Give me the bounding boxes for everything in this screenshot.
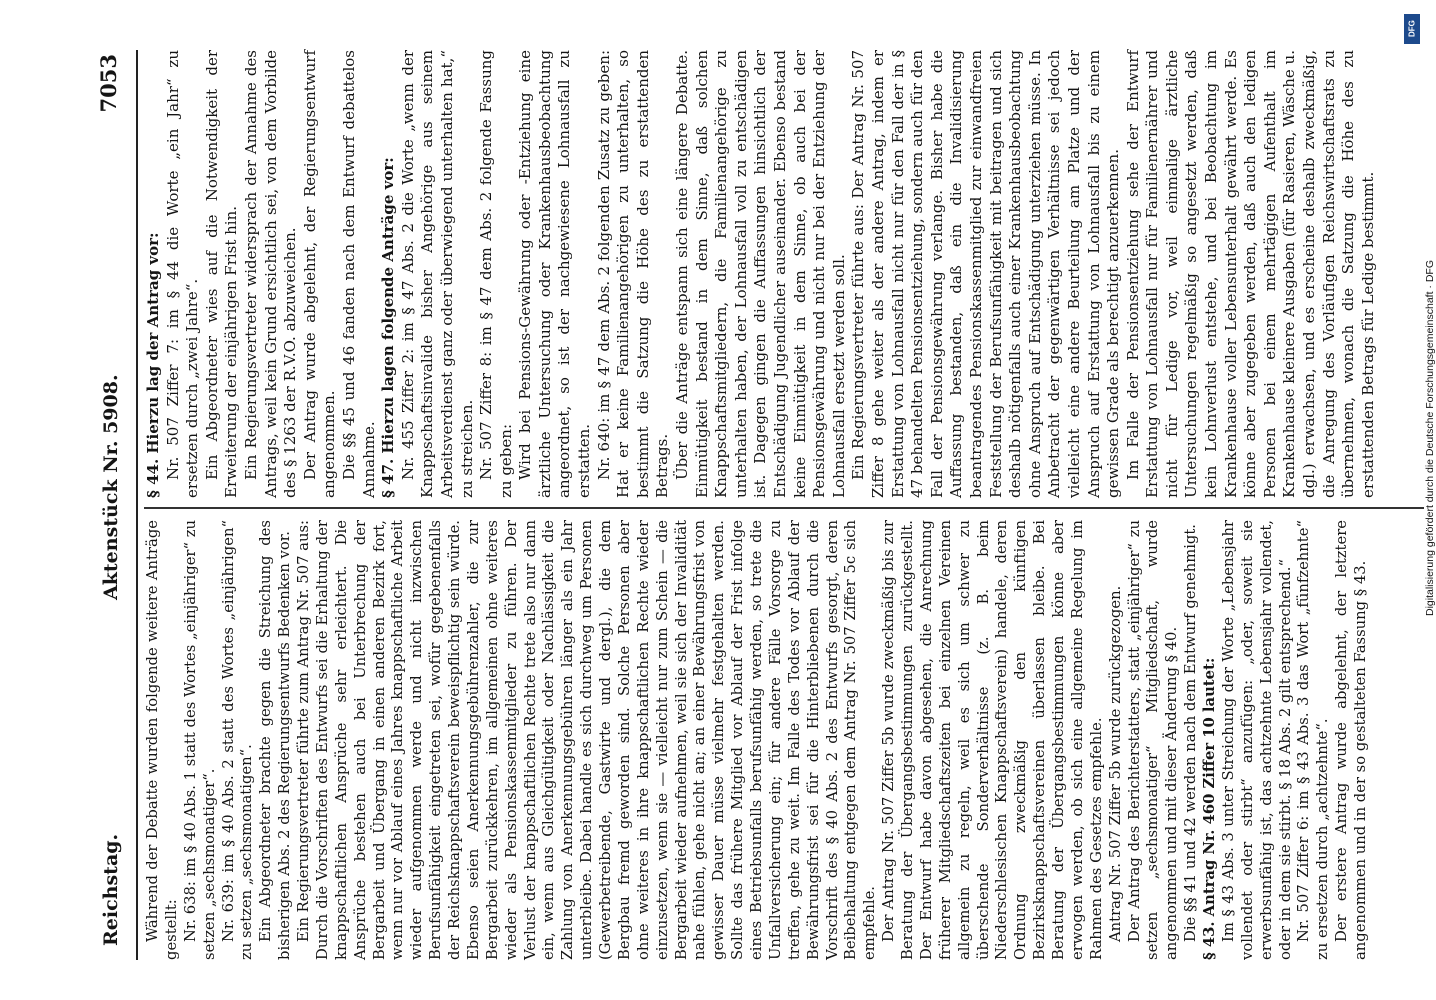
header-left-title: Reichstag. bbox=[100, 833, 122, 946]
paragraph: Nr. 507 Ziffer 7: im § 44 die Worte „ein Jahr“ zu ersetzen durch „zwei Jahre“. bbox=[163, 50, 202, 498]
paragraph: Nr. 638: im § 40 Abs. 1 statt des Wortes „einjähriger“ zu setzen „sechsmonatiger“. bbox=[181, 520, 218, 960]
paragraph: Wird bei Pensions-Gewährung oder -Entziehung eine ärztliche Untersuchung oder Krankenhausbeobachtung angeordnet, so ist der nachgewiesene Lohnausfall zu erstatten. bbox=[516, 50, 594, 498]
paragraph: Ein Regierungsvertreter führte aus: Der Antrag Nr. 507 Ziffer 8 gehe weiter als der andere Antrag, indem er Erstattung von Lohnausfall nicht nur für den Fall der in § 47 behandelten Pensionsentziehung, sondern auch für den Fall der Pensionsgewährung verlange. Bisher habe die Auffassung bestanden, daß ein die Invalidisierung beantragendes Pensionskassenmitglied zur einwandfreien Feststellung der Berufsunfähigkeit mit beitragen und sich deshalb nötigenfalls auch einer Krankenhausbeobachtung ohne Anspruch auf Entschädigung unterziehen müsse. In Anbetracht der gegenwärtigen Verhältnisse sei jedoch vielleicht eine andere Beurteilung am Platze und der Anspruch auf Erstattung von Lohnausfall bis zu einem gewissen Grade als berechtigt anzuerkennen. bbox=[849, 50, 1123, 498]
section-heading: § 47. Hierzu lagen folgende Anträge vor: bbox=[379, 157, 398, 498]
page-number: 7053 bbox=[96, 54, 121, 113]
paragraph: Nr. 507 Ziffer 8: im § 47 dem Abs. 2 folgende Fassung zu geben: bbox=[477, 50, 515, 498]
paragraph: Die §§ 45 und 46 fanden nach dem Entwurf debattelos Annahme. bbox=[339, 50, 378, 498]
document-page bbox=[92, 50, 1432, 960]
header-document-title: Aktenstück Nr. 5908. bbox=[100, 374, 122, 600]
paragraph: Der Antrag Nr. 507 Ziffer 5b wurde zweckmäßig bis zur Beratung der Übergangsbestimmungen zurückgestellt. Der Entwurf habe davon abgesehen, die Anrechnung früherer Mitgliedschaftszeiten bei einzelnen Vereinen allgemein zu regeln, weil es sich um schwer zu überschende Sonderverhältnisse (z. B. beim Niederschlesischen Knappschaftsverein) handele, deren Ordnung zweckmäßig den künftigen Bezirksknappschaftsvereinen überlassen bleibe. Bei Beratung der Übergangsbestimmungen könne aber erwogen werden, ob sich eine allgemeine Regelung im Rahmen des Gesetzes empfehle. bbox=[880, 520, 1105, 960]
section-heading: § 44. Hierzu lag der Antrag vor: bbox=[144, 232, 162, 498]
page-header bbox=[92, 50, 136, 960]
paragraph: Nr. 639: im § 40 Abs. 2 statt des Wortes „einjährigen“ zu setzen „sechsmonatigen“. bbox=[219, 520, 256, 960]
paragraph: Im § 43 Abs. 3 unter Streichung der Worte „Lebensjahr vollendet oder stirbt“ anzufügen: „oder, soweit sie erwerbsunfähig ist, das achtzehnte Lebensjahr vollendet, oder in dem sie stirbt. § 18 Abs. 2 gilt entsprechend.“ bbox=[1219, 520, 1294, 960]
column-divider bbox=[144, 508, 1424, 510]
digitization-credit bbox=[1398, 6, 1434, 1000]
paragraph: Im Falle der Pensionsentziehung sehe der Entwurf Erstattung von Lohnausfall nur für Familienernährer und nicht für Ledige vor, weil einmalige ärztliche Untersuchungen regelmäßig so angesetzt werden, daß kein Lohnverlust entstehe, und bei Beobachtung im Krankenhause voller Lebensunterhalt gewährt werde. Es könne aber zugegeben werden, daß auch den ledigen Personen bei einem mehrtägigen Aufenthalt im Krankenhause kleinere Ausgaben (für Rasieren, Wäsche u. dgl.) erwachsen, und es erscheine deshalb zweckmäßig, die Anregung des Vorläufigen Reichswirtschaftsrats zu übernehmen, wonach die Satzung die Höhe des zu erstattenden Betrags für Ledige bestimmt. bbox=[1123, 50, 1377, 498]
paragraph: Der Antrag des Berichterstatters, statt „einjähriger“ zu setzen „sechsmonatiger“ Mitgliedschaft, wurde angenommen und mit dieser Änderung § 40. bbox=[1125, 520, 1181, 960]
header-rule bbox=[136, 50, 138, 960]
paragraph: Ein Regierungsvertreter widersprach der Annahme des Antrags, weil kein Grund ersichtlich sei, von dem Vorbilde des § 1263 der R.V.O. abzuweichen. bbox=[241, 50, 300, 498]
dfg-logo: DFG bbox=[1404, 14, 1420, 44]
paragraph: Antrag Nr. 507 Ziffer 5b wurde zurückgezogen. bbox=[1106, 585, 1124, 942]
left-text-column bbox=[144, 520, 1371, 960]
paragraph: Über die Anträge entspann sich eine längere Debatte. Einmütigkeit bestand in dem Sinne, daß solchen Knappschaftsmitgliedern, die Familienangehörige zu unterhalten haben, der Lohnausfall voll zu entschädigen ist. Dagegen gingen die Auffassungen hinsichtlich der Entschädigung Jugendlicher auseinander. Ebenso bestand keine Einmütigkeit in dem Sinne, ob auch bei der Pensionsgewährung und nicht nur bei der Entziehung der Lohnausfall ersetzt werden soll. bbox=[673, 50, 848, 498]
paragraph: Ein Abgeordneter brachte gegen die Streichung des bisherigen Abs. 2 des Regierungsentwurfs Bedenken vor. bbox=[257, 520, 294, 960]
paragraph: Ein Abgeordneter wies auf die Notwendigkeit der Erweiterung der einjährigen Frist hin. bbox=[202, 50, 241, 498]
paragraph: Ein Regierungsvertreter führte zum Antrag Nr. 507 aus: Durch die Vorschriften des Entwurfs sei die Erhaltung der knappschaftlichen Ansprüche sehr erleichtert. Die Ansprüche bestehen auch bei Unterbrechung der Bergarbeit und Übergang in einen anderen Bezirk fort, wenn nur vor Ablauf eines Jahres knappschaftliche Arbeit wieder aufgenommen werde und nicht inzwischen Berufsunfähigkeit eingetreten sei, wofür gegebenenfalls der Reichsknappschaftsverein beweispflichtig sein würde. Ebenso seien Anerkennungsgebührenzahler, die zur Bergarbeit zurückkehren, im allgemeinen ohne weiteres wieder als Pensionskassenmitglieder zu führen. Der Verlust der knappschaftlichen Rechte trete also nur dann ein, wenn aus Gleichgültigkeit oder Nachlässigkeit die Zahlung von Anerkennungsgebühren länger als ein Jahr unterbleibe. Dabei handle es sich durchweg um Personen (Gewerbetreibende, Gastwirte und dergl.), die dem Bergbau fremd geworden sind. Solche Personen aber ohne weiteres in ihre knappschaftlichen Rechte wieder einzusetzen, wenn sie — vielleicht nur zum Schein — die Bergarbeit wieder aufnehmen, weil sie sich der Invalidität nahe fühlen, gehe nicht an; an einer Bewährungsfrist von gewisser Dauer müsse vielmehr festgehalten werden. Sollte das frühere Mitglied vor Ablauf der Frist infolge eines Betriebsunfalls berufsunfähig werden, so trete die Unfallversicherung ein; für andere Fälle Vorsorge zu treffen, gehe zu weit. Im Falle des Todes vor Ablauf der Bewährungsfrist sei für die Hinterbliebenen durch die Vorschrift des § 40 Abs. 2 des Entwurfs gesorgt, deren Beibehaltung entgegen dem Antrag Nr. 507 Ziffer 5c sich empfehle. bbox=[295, 520, 879, 960]
paragraph: Der erstere Antrag wurde abgelehnt, der letztere angenommen und in der so gestalteten Fassung § 43. bbox=[1333, 520, 1369, 960]
section-heading: § 43. Antrag Nr. 460 Ziffer 10 lautet: bbox=[1201, 657, 1218, 960]
right-text-column bbox=[144, 50, 1378, 498]
paragraph: Die §§ 41 und 42 werden nach dem Entwurf genehmigt. bbox=[1182, 524, 1200, 942]
paragraph: Nr. 640: im § 47 dem Abs. 2 folgenden Zusatz zu geben: Hat er keine Familienangehörigen zu unterhalten, so bestimmt die Satzung die Höhe des zu erstattenden Betrags. bbox=[594, 50, 672, 498]
paragraph: Nr. 455 Ziffer 2: im § 47 Abs. 2 die Worte „wenn der Knappschaftsinvalide bisher Angehörige aus seinem Arbeitsverdienst ganz oder überwiegend unterhalten hat,“ zu streichen. bbox=[398, 50, 476, 498]
paragraph: Der Antrag wurde abgelehnt, der Regierungsentwurf angenommen. bbox=[300, 50, 339, 498]
paragraph: Während der Debatte wurden folgende weitere Anträge gestellt: bbox=[144, 520, 180, 960]
paragraph: Nr. 507 Ziffer 6: im § 43 Abs. 3 das Wort „fünfzehnte“ zu ersetzen durch „achtzehnte“. bbox=[1295, 520, 1332, 960]
credit-text: Digitalisierung gefördert durch die Deutsche Forschungsgemeinschaft · DFG bbox=[1424, 259, 1436, 616]
